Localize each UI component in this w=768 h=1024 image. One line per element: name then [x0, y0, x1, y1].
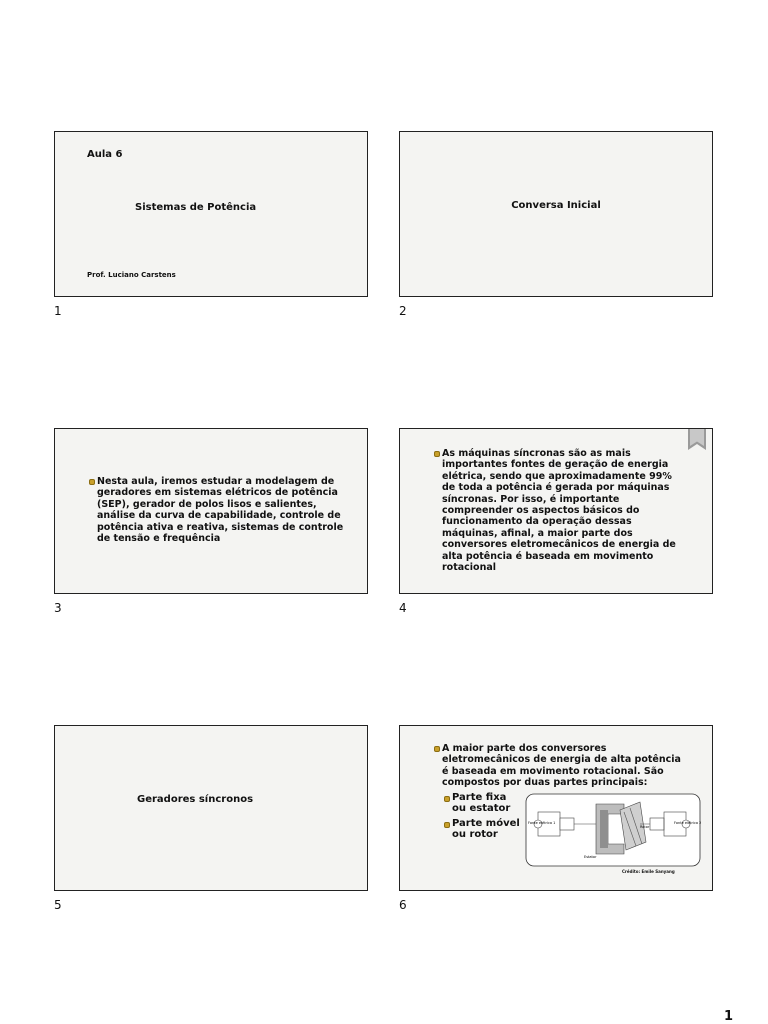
label-rotor: Rotor [640, 825, 650, 829]
bullet-icon [434, 451, 440, 457]
slide-aula-label: Aula 6 [87, 149, 123, 160]
slide-2 [399, 131, 713, 297]
label-left-source: Fonte elétrica 1 [528, 821, 556, 825]
bullet-text: As máquinas síncronas são as mais importantes fontes de geração de energia elétrica, sendo que aproximadamente 99% de toda a potência é gerada por máquinas síncronas. Por isso, é importante compreender os aspectos básicos do funcionamento da operação dessas máquinas, afinal, a maior parte dos conversores eletromecânicos de energia de alta potência é baseada em movimento rotacional [442, 448, 676, 574]
bookmark-icon [688, 428, 706, 450]
slide-6 [399, 725, 713, 891]
slide-number: 1 [54, 304, 62, 318]
sub-bullet-text: Parte móvel ou rotor [452, 818, 520, 841]
slide-title: Geradores síncronos [137, 794, 254, 805]
slide-title: Sistemas de Potência [135, 202, 257, 213]
slide-number: 2 [399, 304, 407, 318]
slide-number: 6 [399, 898, 407, 912]
slide-author: Prof. Luciano Carstens [87, 271, 176, 279]
page-number: 1 [724, 1009, 734, 1024]
bullet-icon [89, 479, 95, 485]
slide-3 [54, 428, 368, 594]
slide-1 [54, 131, 368, 297]
machine-figure [524, 792, 706, 872]
slide-title: Conversa Inicial [511, 200, 601, 211]
slide-5 [54, 725, 368, 891]
sub-bullet-text: Parte fixa ou estator [452, 792, 511, 815]
bullet-text: A maior parte dos conversores eletromecânicos de energia de alta potência é baseada em movimento rotacional. São compostos por duas partes principais: [442, 743, 681, 789]
bullet-text: Nesta aula, iremos estudar a modelagem de geradores em sistemas elétricos de potência (SEP), gerador de polos lisos e salientes, análise da curva de capabilidade, controle de potência ativa e reativa, sistemas de controle de tensão e frequência [97, 476, 344, 545]
slide-number: 4 [399, 601, 407, 615]
slide-4 [399, 428, 713, 594]
label-right-source: Fonte elétrica 2 [674, 821, 702, 825]
label-stator: Estator [584, 855, 597, 859]
sub-bullet-icon [444, 796, 450, 802]
bullet-icon [434, 746, 440, 752]
figure-credit: Crédito: Emile Sanyang [622, 869, 675, 874]
slide-number: 3 [54, 601, 62, 615]
slide-number: 5 [54, 898, 62, 912]
sub-bullet-icon [444, 822, 450, 828]
